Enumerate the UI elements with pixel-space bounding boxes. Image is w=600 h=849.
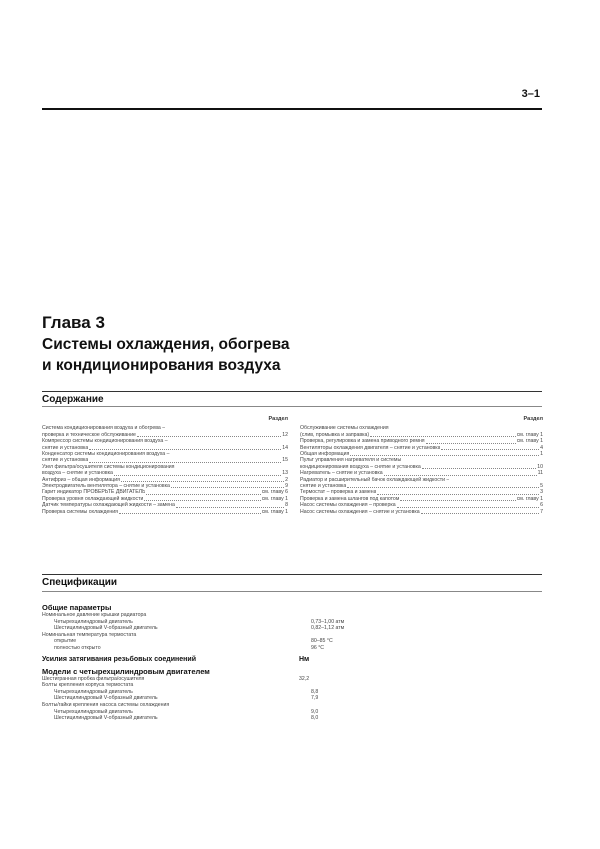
contents-entry-text: снятие и установка bbox=[42, 444, 89, 451]
dot-leader bbox=[89, 462, 281, 463]
contents-entry-text: Насос системы охлаждения – снятие и установка bbox=[300, 508, 420, 515]
contents-entry-text: Проверка и замена шлангов под капотом bbox=[300, 495, 400, 502]
dot-leader bbox=[426, 443, 516, 444]
contents-entry-page: 1 bbox=[540, 451, 543, 458]
dot-leader bbox=[144, 500, 260, 501]
dot-leader bbox=[146, 494, 260, 495]
spec-label: Четырехцилиндровый двигатель bbox=[54, 618, 133, 625]
contents-entry-page: см. главу 1 bbox=[516, 431, 543, 438]
contents-entry-page: 2 bbox=[285, 476, 288, 483]
dot-leader bbox=[137, 436, 281, 437]
contents-left-list bbox=[42, 425, 288, 515]
contents-entry-text: Система кондиционирования воздуха и обогрева – bbox=[42, 425, 166, 432]
spec-label: Шестигранная пробка фильтра/осушителя bbox=[42, 675, 145, 682]
contents-entry-page: 9 bbox=[285, 483, 288, 490]
dot-leader bbox=[384, 475, 537, 476]
contents-left-header: Раздел bbox=[268, 416, 288, 422]
chapter-title-line2: и кондиционирования воздуха bbox=[42, 357, 281, 374]
spec-value: 0,73–1,00 атм bbox=[311, 618, 345, 625]
spec-value: 32,2 bbox=[299, 675, 310, 682]
dot-leader bbox=[114, 475, 281, 476]
contents-entry-text: Нагреватель – снятие и установка bbox=[300, 470, 383, 477]
contents-entry-page: 10 bbox=[537, 463, 543, 470]
chapter-label: Глава 3 bbox=[42, 313, 105, 332]
page-number: 3–1 bbox=[521, 88, 540, 100]
contents-entry-text: Пульт управления нагревателя и системы bbox=[300, 457, 402, 464]
contents-entry-page: см. главу 1 bbox=[261, 508, 288, 515]
four-cyl-models-header: Модели с четырехцилиндровым двигателем bbox=[42, 666, 210, 676]
spec-value: 80–85 °С bbox=[311, 638, 333, 645]
spec-row bbox=[42, 676, 542, 683]
specs-subrule bbox=[42, 591, 542, 592]
spec-row bbox=[42, 638, 542, 645]
spec-label: Болты/гайки крепления насоса системы охлаждения bbox=[42, 701, 170, 708]
contents-entry-text: Узел фильтра/осушителя системы кондиционирования bbox=[42, 463, 175, 470]
contents-entry bbox=[300, 509, 543, 515]
dot-leader bbox=[422, 468, 536, 469]
contents-entry-text: Проверка, регулировка и замена приводного ремня bbox=[300, 438, 425, 445]
contents-entry-page: 6 bbox=[540, 502, 543, 509]
contents-entry-text: (слив, промывка и заправка) bbox=[300, 431, 370, 438]
contents-entry-text: Антифриз – общая информация bbox=[42, 476, 120, 483]
contents-entry-page: 15 bbox=[282, 457, 288, 464]
dot-leader bbox=[370, 436, 516, 437]
contents-left-column bbox=[42, 416, 288, 515]
spec-row bbox=[42, 612, 542, 619]
spec-label: Шестицилиндровый V-образный двигатель bbox=[54, 625, 158, 632]
spec-value: 8,8 bbox=[311, 688, 319, 695]
contents-entry-page: 5 bbox=[540, 483, 543, 490]
spec-row bbox=[42, 625, 542, 632]
spec-value: 7,9 bbox=[311, 695, 319, 702]
contents-entry-page: см. главу 1 bbox=[261, 495, 288, 502]
spec-row bbox=[42, 645, 542, 652]
spec-label: Шестицилиндровый V-образный двигатель bbox=[54, 715, 158, 722]
torque-header-row bbox=[42, 655, 542, 664]
chapter-title bbox=[42, 334, 502, 376]
spec-label: открытие bbox=[54, 638, 77, 645]
dot-leader bbox=[397, 507, 540, 508]
spec-row bbox=[42, 632, 542, 639]
dot-leader bbox=[176, 507, 284, 508]
contents-entry-text: Конденсатор системы кондиционирования воздуха – bbox=[42, 451, 170, 458]
dot-leader bbox=[119, 513, 261, 514]
spec-row bbox=[42, 715, 542, 722]
contents-entry-text: Компрессор системы кондиционирования воздуха – bbox=[42, 438, 168, 445]
contents-entry-text: Термостат – проверка и замена bbox=[300, 489, 377, 496]
contents-entry-text: Вентиляторы охлаждения двигателя – снятие и установка bbox=[300, 444, 441, 451]
contents-entry-text: Электродвигатель вентилятора – снятие и установка bbox=[42, 483, 170, 490]
spec-label: Номинальная температура термостата bbox=[42, 631, 137, 638]
dot-leader bbox=[400, 500, 515, 501]
spec-label: Четырехцилиндровый двигатель bbox=[54, 708, 133, 715]
contents-entry-text: кондиционирования воздуха – снятие и установка bbox=[300, 463, 421, 470]
dot-leader bbox=[121, 481, 284, 482]
contents-entry-text: воздуха – снятие и установка bbox=[42, 470, 113, 477]
chapter-title-line1: Системы охлаждения, обогрева bbox=[42, 336, 290, 353]
torque-unit: Нм bbox=[299, 655, 310, 663]
spec-value: 8,0 bbox=[311, 715, 319, 722]
contents-entry-page: 13 bbox=[282, 470, 288, 477]
dot-leader bbox=[421, 513, 540, 514]
contents-right-header: Раздел bbox=[523, 416, 543, 422]
spec-value: 0,82–1,12 атм bbox=[311, 625, 345, 632]
contents-entry-page: 11 bbox=[537, 470, 543, 477]
specs-rule bbox=[42, 574, 542, 575]
contents-right-column bbox=[300, 416, 543, 515]
contents-entry-text: Гарит индикатор ПРОВЕРЬТЕ ДВИГАТЕЛЬ bbox=[42, 489, 146, 496]
dot-leader bbox=[89, 449, 281, 450]
dot-leader bbox=[347, 487, 539, 488]
contents-entry bbox=[42, 509, 288, 515]
contents-rule bbox=[42, 391, 542, 392]
contents-entry-page: 12 bbox=[282, 431, 288, 438]
contents-entry-page: 3 bbox=[540, 489, 543, 496]
specs-title: Спецификации bbox=[42, 577, 118, 588]
spec-row bbox=[42, 695, 542, 702]
contents-entry-page: 7 bbox=[540, 508, 543, 515]
contents-entry-text: проверка и техническое обслуживание bbox=[42, 431, 136, 438]
spec-value: 96 °С bbox=[311, 644, 325, 651]
general-params-header: Общие параметры bbox=[42, 603, 112, 612]
contents-entry-text: снятие и установка bbox=[42, 457, 89, 464]
dot-leader bbox=[171, 487, 284, 488]
contents-right-list bbox=[300, 425, 543, 515]
contents-entry-page: см. главу 1 bbox=[516, 495, 543, 502]
spec-label: Болты крепления корпуса термостата bbox=[42, 682, 134, 689]
contents-entry-text: Проверка уровня охлаждающей жидкости bbox=[42, 495, 144, 502]
spec-value: 9,0 bbox=[311, 708, 319, 715]
contents-entry-page: 8 bbox=[285, 502, 288, 509]
dot-leader bbox=[377, 494, 539, 495]
contents-subrule bbox=[42, 406, 542, 407]
spec-label: полностью открыто bbox=[54, 644, 101, 651]
spec-label: Шестицилиндровый V-образный двигатель bbox=[54, 695, 158, 702]
specs-body bbox=[42, 603, 542, 722]
contents-entry-text: Радиатор и расширительный бачок охлаждающей жидкости – bbox=[300, 476, 450, 483]
spec-row bbox=[42, 682, 542, 689]
contents-title: Содержание bbox=[42, 394, 104, 405]
dot-leader bbox=[350, 455, 539, 456]
header-rule bbox=[42, 108, 542, 110]
contents-entry-page: см. главу 6 bbox=[261, 489, 288, 496]
torque-header: Усилия затягивания резьбовых соединений bbox=[42, 655, 196, 663]
contents-entry-text: снятие и установка bbox=[300, 483, 347, 490]
contents-entry-page: 14 bbox=[282, 444, 288, 451]
dot-leader bbox=[441, 449, 539, 450]
contents-entry-text: Общая информация bbox=[300, 451, 350, 458]
spec-label: Четырехцилиндровый двигатель bbox=[54, 688, 133, 695]
contents-entry-text: Насос системы охлаждения – проверка bbox=[300, 502, 396, 509]
contents-entry-text: Проверка системы охлаждения bbox=[42, 508, 118, 515]
contents-entry-text: Обслуживание системы охлаждения bbox=[300, 425, 389, 432]
contents-entry-page: 4 bbox=[540, 444, 543, 451]
spec-row bbox=[42, 702, 542, 709]
contents-entry-text: Датчик температуры охлаждающей жидкости – замена bbox=[42, 502, 175, 509]
contents-entry-page: см. главу 1 bbox=[516, 438, 543, 445]
spec-label: Номинальное давление крышки радиатора bbox=[42, 612, 147, 618]
